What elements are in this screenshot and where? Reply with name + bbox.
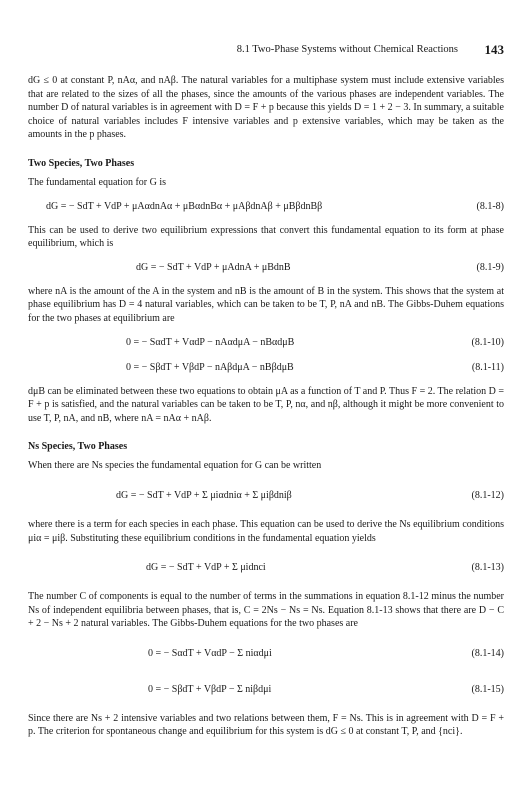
- section-heading-ns-species: Ns Species, Two Phases: [28, 441, 128, 453]
- page-header: [28, 44, 504, 66]
- paragraph-2: This can be used to derive two equilibrium expressions that convert this fundamental equation to its form at phase equilibrium, which is: [28, 224, 504, 250]
- equation-8-1-10: [28, 335, 504, 352]
- paragraph-3: where nA is the amount of the A in the system and nB is the amount of B in the system. This shows that the system at phase equilibrium has D = 4 natural variables, which can be taken to be T, P, nA and nB. The Gibbs-Duhem equations for the two phases at equilibrium are: [28, 285, 504, 324]
- paragraph-4: dμB can be eliminated between these two equations to obtain μA as a function of T and P. Thus F = 2. The relation D = F + p is satisfied, and the natural variables can be taken to be T, P, nα, and nβ, although it might be more convenient to use T, P, nA, and nB, where nA = nAα + nAβ.: [28, 385, 504, 424]
- section-heading-two-species: Two Species, Two Phases: [28, 157, 135, 169]
- equation-8-1-9-body: dG = − SdT + VdP + μAdnA + μBdnB: [136, 261, 291, 273]
- equation-8-1-15-body: 0 = − SβdT + VβdP − Σ niβdμi: [148, 683, 272, 695]
- paragraph-intro-2: When there are Ns species the fundamental equation for G can be written: [28, 460, 322, 472]
- equation-8-1-14-body: 0 = − SαdT + VαdP − Σ niαdμi: [148, 647, 272, 659]
- equation-8-1-13-body: dG = − SdT + VdP + Σ μidnci: [146, 562, 266, 574]
- paragraph-6: The number C of components is equal to the number of terms in the summations in equation 8.1-12 minus the number Ns of independent equilibria between phases, that is, C = 2Ns − Ns = Ns. Equation 8.1-13 shows that there are D − C + 2 − Ns + 2 natural variables. The Gibbs-Duhem equations for the two phases are: [28, 591, 504, 630]
- equation-8-1-8-body: dG = − SdT + VdP + μAαdnAα + μBαdnBα + μAβdnAβ + μBβdnBβ: [46, 200, 323, 212]
- equation-8-1-15-number: (8.1-15): [471, 683, 504, 695]
- running-title: 8.1 Two-Phase Systems without Chemical Reactions: [236, 44, 458, 55]
- equation-8-1-12-number: (8.1-12): [471, 489, 504, 501]
- equation-8-1-12: [28, 482, 504, 510]
- paragraph-intro-1: The fundamental equation for G is: [28, 176, 167, 188]
- equation-8-1-12-body: dG = − SdT + VdP + Σ μiαdniα + Σ μiβdniβ: [116, 489, 292, 501]
- equation-8-1-10-number: (8.1-10): [471, 336, 504, 348]
- equation-8-1-13-number: (8.1-13): [471, 562, 504, 574]
- equation-8-1-9: [28, 260, 504, 277]
- equation-8-1-14-number: (8.1-14): [471, 647, 504, 659]
- equation-8-1-8-number: (8.1-8): [476, 200, 504, 212]
- equation-8-1-8: [28, 199, 504, 216]
- equation-8-1-11-number: (8.1-11): [471, 361, 504, 373]
- paragraph-5: where there is a term for each species in each phase. This equation can be used to derive the Ns equilibrium conditions μiα = μiβ. Substituting these equilibrium conditions in the fundamental equation yields: [28, 518, 504, 544]
- book-page: [28, 44, 504, 748]
- equation-8-1-10-body: 0 = − SαdT + VαdP − nAαdμA − nBαdμB: [126, 336, 295, 348]
- equation-8-1-11: [28, 360, 504, 377]
- paragraph-1: dG ≤ 0 at constant P, nAα, and nAβ. The natural variables for a multiphase system must include extensive variables that are related to the sizes of all the phases, since the amounts of the various phases are independent variables. The number D of natural variables is in agreement with D = F + p because this yields D = 1 + 2 − 3. In summary, a suitable choice of natural variables includes F intensive variables and p extensive variables, which may be taken as the amounts in the p phases.: [28, 75, 504, 141]
- equation-8-1-9-number: (8.1-9): [476, 261, 504, 273]
- equation-8-1-14: [28, 640, 504, 668]
- equation-8-1-15: [28, 676, 504, 704]
- page-body: [28, 74, 504, 739]
- page-number: 143: [484, 42, 504, 57]
- equation-8-1-11-body: 0 = − SβdT + VβdP − nAβdμA − nBβdμB: [126, 361, 294, 373]
- paragraph-7: Since there are Ns + 2 intensive variables and two relations between them, F = Ns. This is in agreement with D = F + p. The criterion for spontaneous change and equilibrium for this system is dG ≤ 0 at constant T, P, and {nci}.: [28, 712, 504, 738]
- equation-8-1-13: [28, 554, 504, 582]
